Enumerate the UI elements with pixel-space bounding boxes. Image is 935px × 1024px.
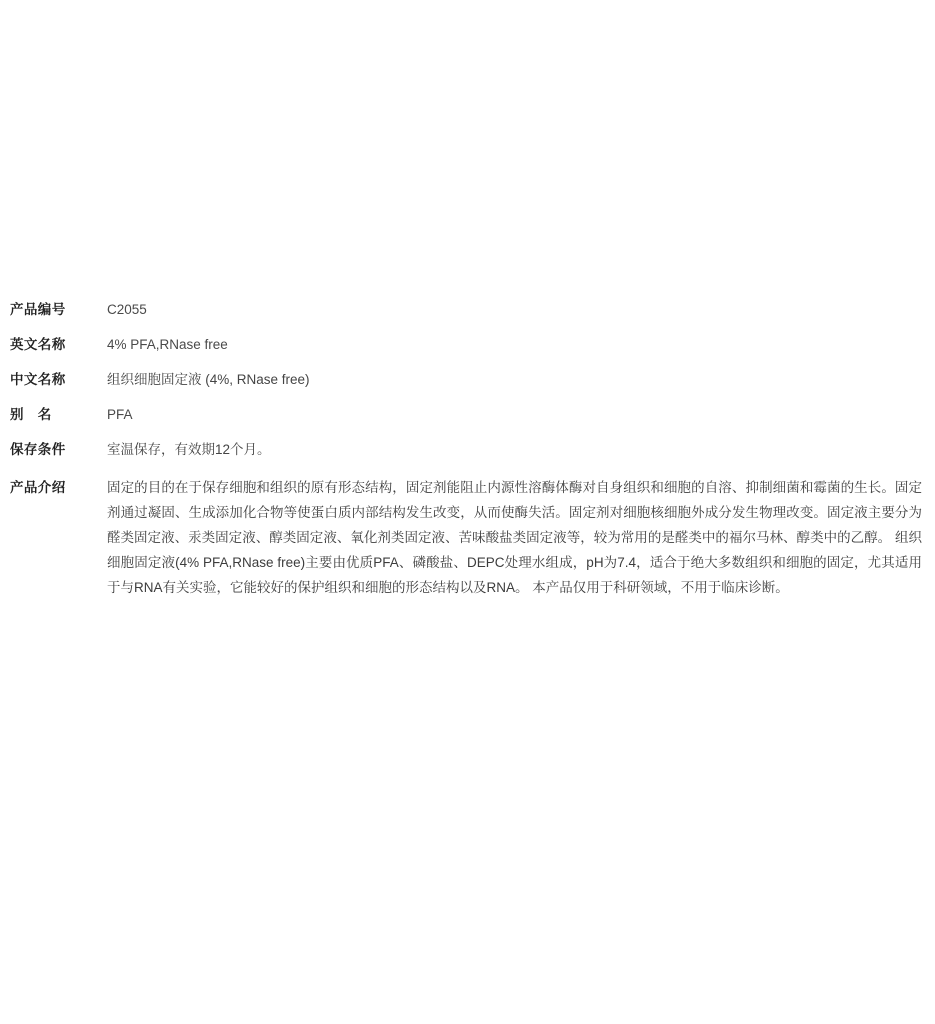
row-value-english-name: 4% PFA,RNase free: [107, 337, 228, 352]
row-label-alias: 别 名: [10, 407, 52, 422]
row-value-storage-condition: 室温保存，有效期12个月。: [107, 442, 271, 457]
row-label-description: 产品介绍: [10, 480, 66, 495]
row-value-alias: PFA: [107, 407, 133, 422]
row-value-chinese-name: 组织细胞固定液 (4%, RNase free): [107, 372, 310, 387]
table-row: [10, 440, 926, 460]
table-row: [10, 370, 926, 390]
table-row: [10, 335, 926, 355]
product-spec-table: [10, 300, 926, 615]
row-label-product-code: 产品编号: [10, 302, 66, 317]
row-label-english-name: 英文名称: [10, 337, 66, 352]
table-row: [10, 405, 926, 425]
row-value-description: 固定的目的在于保存细胞和组织的原有形态结构，固定剂能阻止内源性溶酶体酶对自身组织和细胞的自溶、抑制细菌和霉菌的生长。固定剂通过凝固、生成添加化合物等使蛋白质内部结构发生改变，从而使酶失活。固定剂对细胞核细胞外成分发生物理改变。固定液主要分为醛类固定液、汞类固定液、醇类固定液、氧化剂类固定液、苦味酸盐类固定液等，较为常用的是醛类中的福尔马林、醇类中的乙醇。 组织细胞固定液(4% PFA,RNase free)主要由优质PFA、磷酸盐、DEPC处理水组成，pH为7.4，适合于绝大多数组织和细胞的固定，尤其适用于与RNA有关实验，它能较好的保护组织和细胞的形态结构以及RNA。 本产品仅用于科研领域，不用于临床诊断。: [107, 480, 922, 595]
table-row: [10, 300, 926, 320]
row-label-storage-condition: 保存条件: [10, 442, 66, 457]
table-row: [10, 475, 926, 600]
row-value-product-code: C2055: [107, 302, 147, 317]
row-label-chinese-name: 中文名称: [10, 372, 66, 387]
